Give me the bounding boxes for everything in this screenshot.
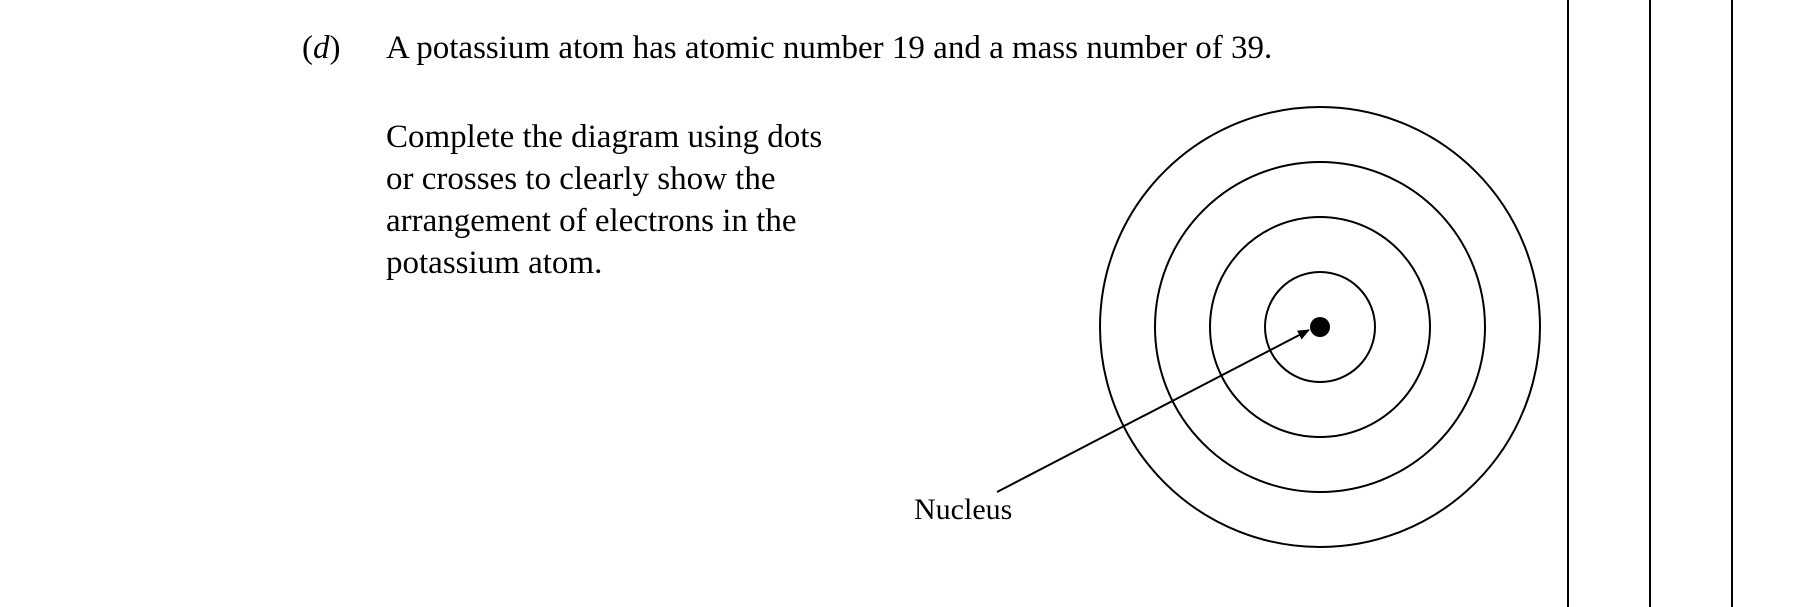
question-stem: A potassium atom has atomic number 19 and a mass number of 39.	[386, 30, 1273, 66]
instruction-line: or crosses to clearly show the	[386, 161, 776, 197]
nucleus-label: Nucleus	[914, 493, 1013, 526]
margin-rule-left	[1567, 0, 1569, 607]
part-open-paren: (	[302, 30, 313, 66]
margin-rule-middle	[1649, 0, 1651, 607]
nucleus-arrow	[997, 330, 1309, 492]
part-close-paren: )	[329, 30, 341, 66]
instruction-line: arrangement of electrons in the	[386, 203, 797, 239]
instruction-line: Complete the diagram using dots	[386, 119, 823, 155]
instruction-line: potassium atom.	[386, 245, 603, 281]
nucleus-dot	[1310, 317, 1330, 337]
margin-rule-right	[1731, 0, 1733, 607]
part-letter: d	[313, 30, 330, 66]
